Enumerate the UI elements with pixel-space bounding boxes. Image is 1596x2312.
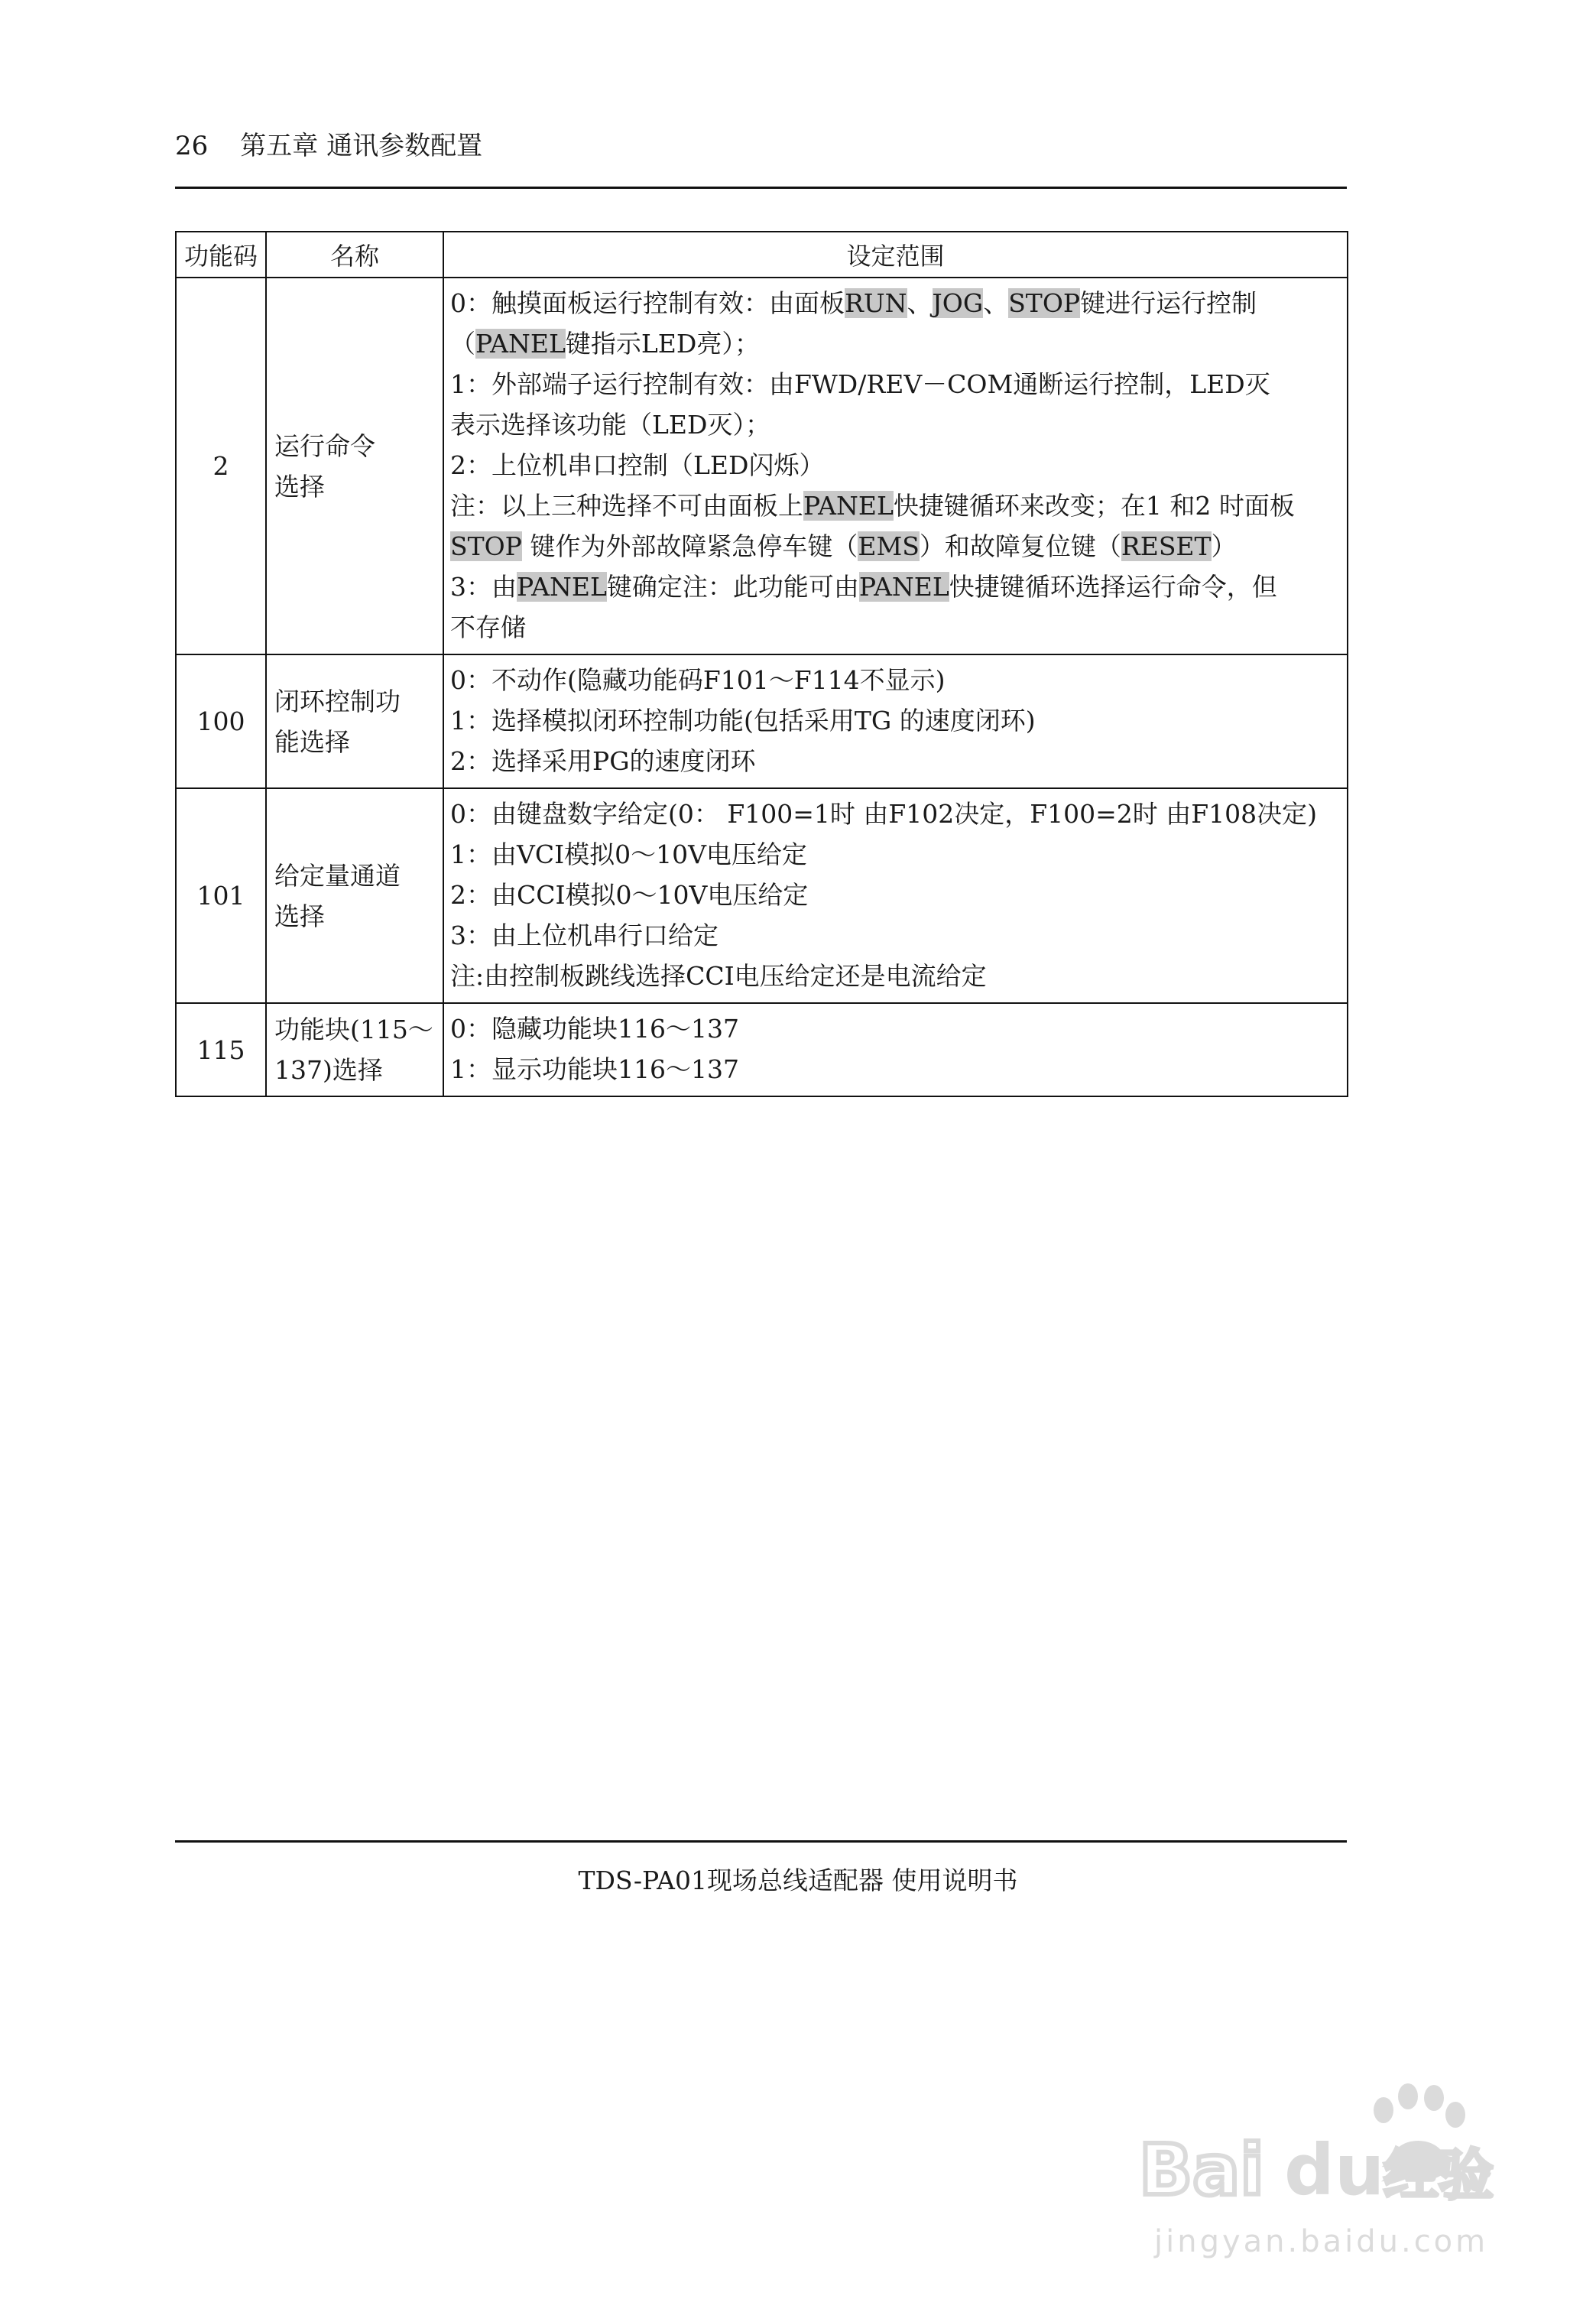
text-segment: 0：由键盘数字给定(0： F100=1时 由F102决定，F100=2时 由F108决定) <box>450 799 1318 829</box>
footer-title: TDS-PA01现场总线适配器 使用说明书 <box>578 1866 1018 1895</box>
setting-range-line <box>450 404 1341 445</box>
setting-range-line <box>450 445 1341 485</box>
setting-range-line <box>450 794 1341 834</box>
function-code-cell: 115 <box>176 1003 266 1096</box>
baidu-jingyan-watermark-logo <box>1131 2080 1529 2278</box>
function-name-line: 137)选择 <box>274 1055 383 1085</box>
function-name-cell <box>266 1003 443 1096</box>
table-row <box>176 788 1348 1003</box>
setting-range-line <box>450 660 1341 700</box>
function-code-cell: 2 <box>176 278 266 654</box>
setting-range-cell <box>443 1003 1348 1096</box>
function-name-line: 选择 <box>274 901 325 931</box>
footer-rule <box>175 1840 1347 1843</box>
setting-range-line <box>450 834 1341 875</box>
highlighted-key-name: RESET <box>1121 531 1212 561</box>
highlighted-key-name: PANEL <box>858 572 949 602</box>
text-segment: 表示选择该功能（LED灭）； <box>450 410 770 440</box>
header-code: 功能码 <box>176 232 266 278</box>
text-segment: 0：触摸面板运行控制有效：由面板 <box>450 288 845 318</box>
text-segment: ） <box>1211 531 1237 561</box>
svg-text:经验: 经验 <box>1384 2143 1494 2207</box>
text-segment: ）和故障复位键（ <box>919 531 1121 561</box>
text-segment: 0：不动作(隐藏功能码F101～F114不显示) <box>450 665 946 695</box>
setting-range-line <box>450 323 1341 364</box>
text-segment: 1：显示功能块116～137 <box>450 1054 739 1084</box>
setting-range-line <box>450 364 1341 404</box>
highlighted-key-name: PANEL <box>803 491 894 521</box>
text-segment: 2：由CCI模拟0～10V电压给定 <box>450 880 809 910</box>
table-row <box>176 1003 1348 1096</box>
function-name-line: 给定量通道 <box>274 860 401 891</box>
highlighted-key-name: PANEL <box>517 572 607 602</box>
text-segment: 不存储 <box>450 612 526 642</box>
svg-text:jingyan.baidu.com: jingyan.baidu.com <box>1154 2224 1489 2259</box>
table-row <box>176 654 1348 788</box>
svg-text:Bai: Bai <box>1139 2129 1264 2211</box>
chapter-title: 第五章 通讯参数配置 <box>240 131 483 161</box>
highlighted-key-name: PANEL <box>475 329 566 359</box>
text-segment: （ <box>450 329 475 359</box>
text-segment: 、 <box>907 288 933 318</box>
header-range: 设定范围 <box>443 232 1348 278</box>
setting-range-cell <box>443 278 1348 654</box>
function-name-line: 闭环控制功 <box>274 686 401 716</box>
setting-range-cell <box>443 788 1348 1003</box>
function-name-line: 选择 <box>274 471 325 502</box>
highlighted-key-name: EMS <box>858 531 920 561</box>
text-segment: 、 <box>983 288 1009 318</box>
setting-range-line <box>450 526 1341 567</box>
setting-range-line <box>450 567 1341 607</box>
setting-range-line <box>450 1049 1341 1089</box>
highlighted-key-name: STOP <box>450 531 522 561</box>
setting-range-line <box>450 915 1341 956</box>
setting-range-line <box>450 607 1341 648</box>
text-segment: 键确定注：此功能可由 <box>606 572 859 602</box>
text-segment: 快捷键循环来改变；在1 和2 时面板 <box>893 491 1295 521</box>
function-name-line: 能选择 <box>274 726 350 757</box>
function-name-cell <box>266 278 443 654</box>
setting-range-line <box>450 875 1341 915</box>
table-row <box>176 278 1348 654</box>
setting-range-line <box>450 700 1341 741</box>
text-segment: 2：上位机串口控制（LED闪烁） <box>450 450 825 480</box>
text-segment: 快捷键循环选择运行命令，但 <box>949 572 1277 602</box>
function-name-cell <box>266 654 443 788</box>
setting-range-line <box>450 283 1341 323</box>
text-segment: 1：由VCI模拟0～10V电压给定 <box>450 839 807 869</box>
highlighted-key-name: STOP <box>1008 288 1081 318</box>
setting-range-line <box>450 956 1341 996</box>
highlighted-key-name: JOG <box>932 288 984 318</box>
table-header-row <box>176 232 1348 278</box>
text-segment: 2：选择采用PG的速度闭环 <box>450 746 756 776</box>
function-name-cell <box>266 788 443 1003</box>
svg-text:du: du <box>1284 2129 1385 2211</box>
setting-range-line <box>450 485 1341 526</box>
text-segment: 1：选择模拟闭环控制功能(包括采用TG 的速度闭环) <box>450 706 1036 735</box>
text-segment: 0：隐藏功能块116～137 <box>450 1014 739 1044</box>
text-segment: 键指示LED亮）； <box>565 329 760 359</box>
function-code-cell: 101 <box>176 788 266 1003</box>
page-number: 26 <box>175 131 209 161</box>
text-segment: 键作为外部故障紧急停车键（ <box>521 531 858 561</box>
setting-range-cell <box>443 654 1348 788</box>
function-name-line: 功能块(115～ <box>274 1015 433 1044</box>
text-segment: 注：以上三种选择不可由面板上 <box>450 491 803 521</box>
text-segment: 注:由控制板跳线选择CCI电压给定还是电流给定 <box>450 961 987 991</box>
setting-range-line <box>450 1008 1341 1049</box>
parameter-table <box>175 231 1348 1097</box>
header-name: 名称 <box>266 232 443 278</box>
function-code-cell: 100 <box>176 654 266 788</box>
text-segment: 3：由 <box>450 572 517 602</box>
setting-range-line <box>450 741 1341 781</box>
text-segment: 键进行运行控制 <box>1080 288 1257 318</box>
text-segment: 3：由上位机串行口给定 <box>450 921 719 950</box>
function-name-line: 运行命令 <box>274 430 375 461</box>
highlighted-key-name: RUN <box>845 288 907 318</box>
page-header <box>175 126 1347 189</box>
text-segment: 1：外部端子运行控制有效：由FWD/REV－COM通断运行控制，LED灭 <box>450 369 1270 399</box>
